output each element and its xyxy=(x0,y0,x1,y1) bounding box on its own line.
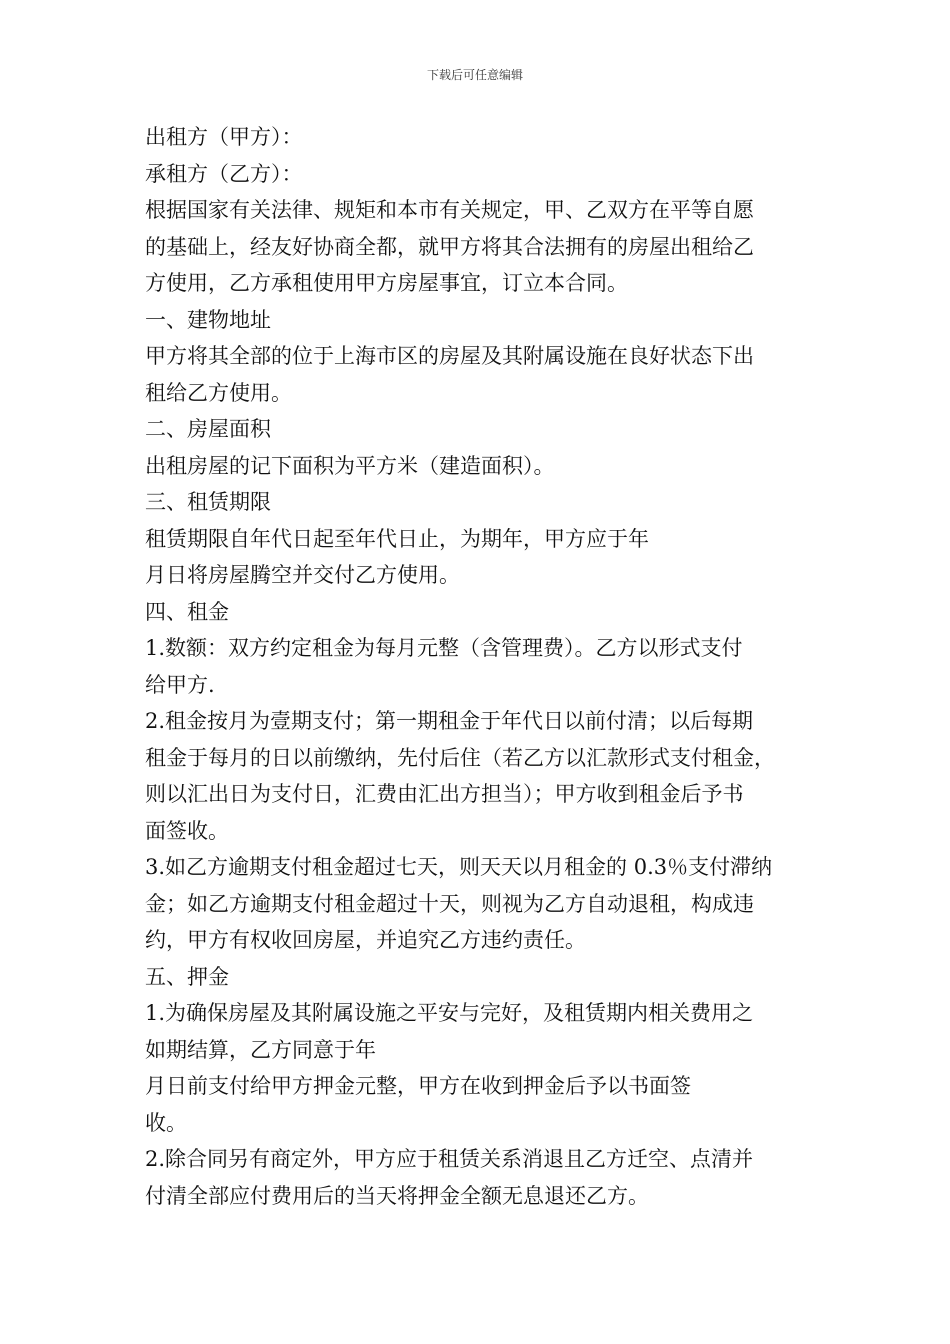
paragraph-line: 租赁期限自年代日起至年代日止，为期年，甲方应于年 xyxy=(145,526,649,551)
contract-body xyxy=(145,119,820,1214)
paragraph-line: 甲方将其全部的位于上海市区的房屋及其附属设施在良好状态下出 xyxy=(145,344,754,368)
paragraph-line: 月日前支付给甲方押金元整，甲方在收到押金后予以书面签 xyxy=(145,1074,691,1098)
section-heading: 四、租金 xyxy=(145,599,229,624)
paragraph-line: 如期结算，乙方同意于年 xyxy=(145,1037,376,1062)
paragraph-line: 月日将房屋腾空并交付乙方使用。 xyxy=(145,563,460,587)
section-heading: 五、押金 xyxy=(145,964,229,989)
paragraph-line: 2.除合同另有商定外，甲方应于租赁关系消退且乙方迁空、点清并 xyxy=(145,1147,754,1171)
paragraph-line: 付清全部应付费用后的当天将押金全额无息退还乙方。 xyxy=(145,1183,649,1208)
paragraph-line: 出租房屋的记下面积为平方米（建造面积）。 xyxy=(145,453,555,478)
paragraph-line: 收。 xyxy=(145,1110,187,1135)
section-heading: 一、建物地址 xyxy=(145,307,271,332)
paragraph-line: 租给乙方使用。 xyxy=(145,380,292,405)
paragraph-line: 金；如乙方逾期支付租金超过十天，则视为乙方自动退租，构成违 xyxy=(145,891,754,916)
paragraph-line: 面签收。 xyxy=(145,818,229,843)
paragraph-line: 方使用，乙方承租使用甲方房屋事宜，订立本合同。 xyxy=(145,271,628,295)
paragraph-line: 约，甲方有权收回房屋，并追究乙方违约责任。 xyxy=(145,928,586,952)
paragraph-line: 租金于每月的日以前缴纳，先付后住（若乙方以汇款形式支付租金， xyxy=(145,745,775,770)
paragraph-line: 的基础上，经友好协商全都，就甲方将其合法拥有的房屋出租给乙 xyxy=(145,234,754,259)
paragraph-line: 1.为确保房屋及其附属设施之平安与完好，及租赁期内相关费用之 xyxy=(145,1001,754,1025)
paragraph-line: 出租方（甲方）： xyxy=(145,125,303,149)
section-heading: 三、租赁期限 xyxy=(145,490,271,514)
paragraph-line: 给甲方. xyxy=(145,672,215,697)
paragraph-line: 1.数额：双方约定租金为每月元整（含管理费）。乙方以形式支付 xyxy=(145,636,743,660)
paragraph-line: 3.如乙方逾期支付租金超过七天，则天天以月租金的 0.3％支付滞纳 xyxy=(145,855,773,879)
paragraph-line: 根据国家有关法律、规矩和本市有关规定，甲、乙双方在平等自愿 xyxy=(145,198,754,222)
paragraph-line: 承租方（乙方）： xyxy=(145,161,303,186)
section-heading: 二、房屋面积 xyxy=(145,417,271,441)
paragraph-line: 则以汇出日为支付日，汇费由汇出方担当）；甲方收到租金后予书 xyxy=(145,782,744,806)
header-note: 下载后可任意编辑 xyxy=(426,68,523,82)
paragraph-line: 2.租金按月为壹期支付；第一期租金于年代日以前付清；以后每期 xyxy=(145,709,754,733)
